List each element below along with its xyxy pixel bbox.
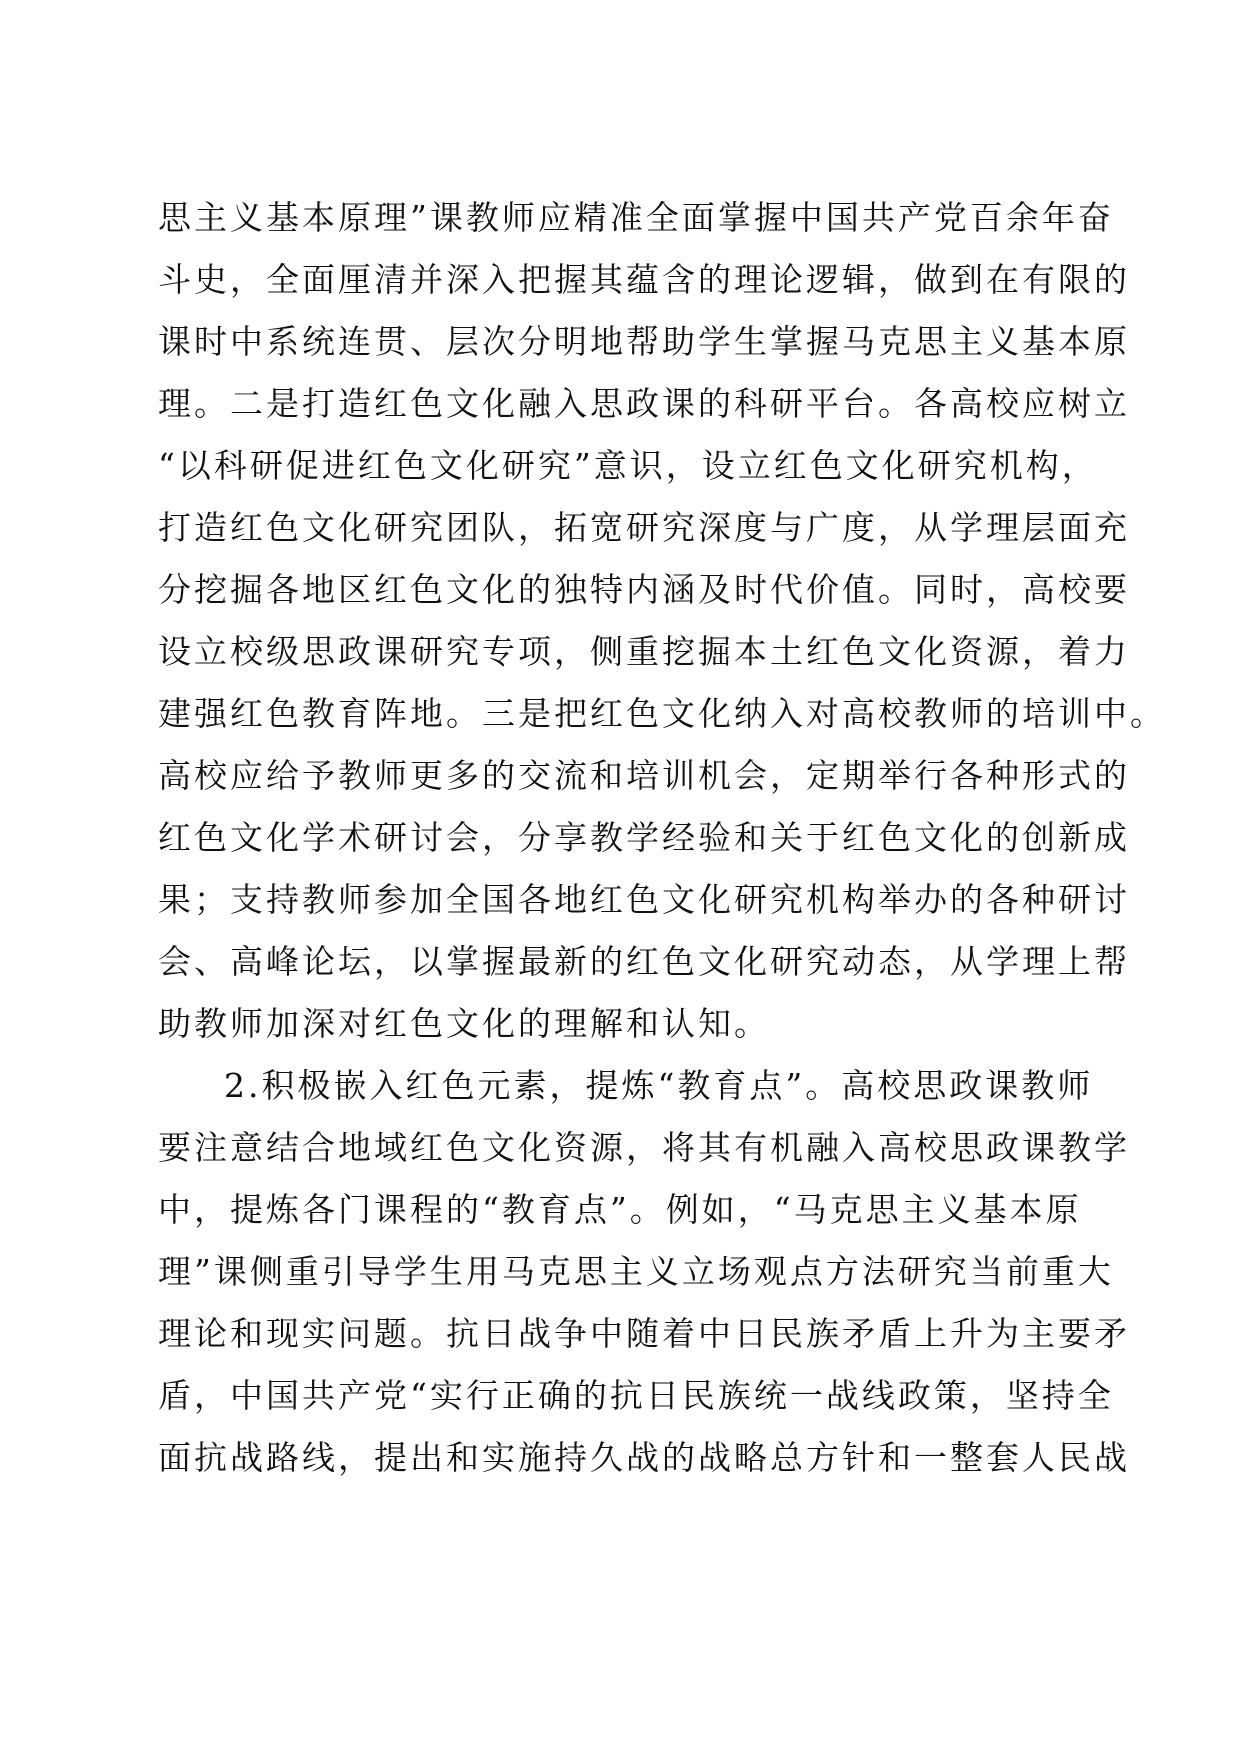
text-line: 面抗战路线，提出和实施持久战的战略总方针和一整套人民战 bbox=[158, 1438, 1130, 1477]
text-line: 设立校级思政课研究专项，侧重挖掘本土红色文化资源，着力 bbox=[158, 632, 1130, 671]
text-line: 思主义基本原理”课教师应精准全面掌握中国共产党百余年奋 bbox=[158, 198, 1114, 237]
text-line: 高校应给予教师更多的交流和培训机会，定期举行各种形式的 bbox=[158, 756, 1130, 795]
text-line: 中，提炼各门课程的“教育点”。例如，“马克思主义基本原 bbox=[158, 1190, 1082, 1229]
text-line: 打造红色文化研究团队，拓宽研究深度与广度，从学理层面充 bbox=[158, 508, 1130, 547]
text-line: 理论和现实问题。抗日战争中随着中日民族矛盾上升为主要矛 bbox=[158, 1314, 1130, 1353]
text-line: 斗史，全面厘清并深入把握其蕴含的理论逻辑，做到在有限的 bbox=[158, 260, 1130, 299]
text-line: 会、高峰论坛，以掌握最新的红色文化研究动态，从学理上帮 bbox=[158, 942, 1130, 981]
text-line: 理”课侧重引导学生用马克思主义立场观点方法研究当前重大 bbox=[158, 1252, 1114, 1291]
text-line: 课时中系统连贯、层次分明地帮助学生掌握马克思主义基本原 bbox=[158, 322, 1130, 361]
text-line: 建强红色教育阵地。三是把红色文化纳入对高校教师的培训中。 bbox=[158, 694, 1166, 733]
text-line: 果；支持教师参加全国各地红色文化研究机构举办的各种研讨 bbox=[158, 880, 1130, 919]
text-line: 红色文化学术研讨会，分享教学经验和关于红色文化的创新成 bbox=[158, 818, 1130, 857]
text-line: “以科研促进红色文化研究”意识，设立红色文化研究机构， bbox=[158, 446, 1098, 485]
text-line: 要注意结合地域红色文化资源，将其有机融入高校思政课教学 bbox=[158, 1128, 1130, 1167]
text-line: 盾，中国共产党“实行正确的抗日民族统一战线政策，坚持全 bbox=[158, 1376, 1114, 1415]
text-line: 理。二是打造红色文化融入思政课的科研平台。各高校应树立 bbox=[158, 384, 1130, 423]
paragraph-start-line: 2.积极嵌入红色元素，提炼“教育点”。高校思政课教师 bbox=[224, 1066, 1094, 1105]
text-line: 分挖掘各地区红色文化的独特内涵及时代价值。同时，高校要 bbox=[158, 570, 1130, 609]
text-line: 助教师加深对红色文化的理解和认知。 bbox=[158, 1004, 770, 1043]
